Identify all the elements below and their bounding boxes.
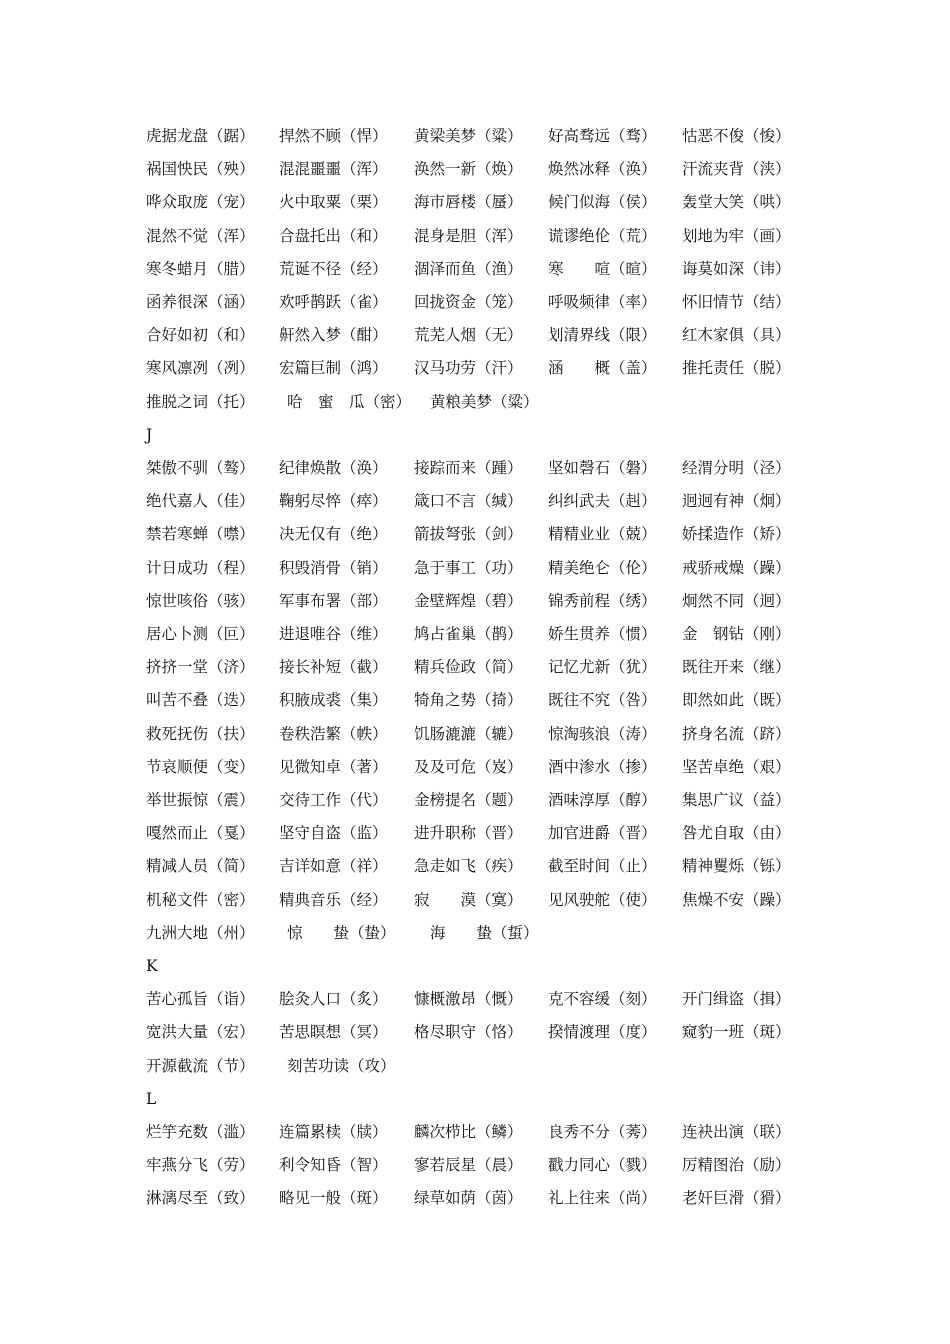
word-entry: 坚守自盗（监） bbox=[279, 824, 388, 843]
word-entry: 宽洪大量（宏） bbox=[146, 1023, 255, 1042]
word-row bbox=[146, 120, 910, 153]
word-entry: 纪律焕散（涣） bbox=[279, 459, 388, 477]
word-entry: 酒中渗水（掺） bbox=[548, 757, 657, 776]
word-entry: 汗流夹背（浃） bbox=[682, 160, 791, 179]
word-row bbox=[146, 452, 910, 485]
word-row bbox=[146, 518, 910, 551]
word-entry: 精典音乐（经） bbox=[279, 890, 388, 909]
section-letter: K bbox=[146, 957, 158, 975]
word-entry: 吉详如意（祥） bbox=[279, 857, 388, 876]
word-entry: 烂竽充数（滥） bbox=[146, 1123, 255, 1141]
word-row bbox=[146, 286, 910, 319]
word-row bbox=[146, 153, 910, 186]
word-row bbox=[146, 983, 910, 1016]
word-entry: 寒风凛冽（冽） bbox=[146, 359, 255, 378]
word-entry: 好高骛远（骛） bbox=[548, 127, 657, 145]
word-entry: 候门似海（侯） bbox=[548, 193, 657, 212]
word-entry: 诲莫如深（讳） bbox=[682, 259, 791, 278]
word-entry: 哗众取庞（宠） bbox=[146, 193, 255, 212]
word-row bbox=[146, 684, 910, 717]
word-entry: 焦燥不安（躁） bbox=[682, 890, 791, 909]
word-entry: 交待工作（代） bbox=[279, 791, 388, 809]
word-entry: 捍然不顾（悍） bbox=[279, 127, 388, 145]
word-entry: 开源截流（节） bbox=[146, 1056, 255, 1075]
word-entry: 轰堂大笑（哄） bbox=[682, 193, 791, 212]
word-entry: 金 钢钻（刚） bbox=[682, 625, 791, 643]
word-entry: 见微知卓（著） bbox=[279, 757, 388, 776]
word-entry: 箴口不言（缄） bbox=[414, 492, 523, 511]
word-entry: 脍灸人口（炙） bbox=[279, 990, 388, 1009]
word-entry: 利令知昏（智） bbox=[279, 1156, 388, 1175]
word-entry: 精美绝仑（伦） bbox=[548, 558, 657, 577]
word-entry: 克不容缓（刻） bbox=[548, 990, 657, 1009]
word-entry: 绿草如荫（茵） bbox=[414, 1189, 523, 1208]
word-entry: 鸠占雀巢（鹊） bbox=[414, 625, 523, 643]
word-entry: 戒骄戒燥（躁） bbox=[682, 558, 791, 577]
word-entry: 精精业业（兢） bbox=[548, 525, 657, 544]
word-row bbox=[146, 319, 910, 352]
word-entry: 哈 蜜 瓜（密） bbox=[287, 392, 412, 411]
word-entry: 经渭分明（泾） bbox=[682, 459, 791, 477]
word-entry: 汉马功劳（汗） bbox=[414, 359, 523, 378]
word-entry: 寒冬蜡月（腊） bbox=[146, 259, 255, 278]
word-entry: 计日成功（程） bbox=[146, 558, 255, 577]
word-entry: 牢燕分飞（劳） bbox=[146, 1156, 255, 1175]
word-entry: 举世振惊（震） bbox=[146, 791, 255, 809]
word-entry: 窥豹一班（斑） bbox=[682, 1023, 791, 1042]
word-entry: 推托责任（脱） bbox=[682, 359, 791, 378]
word-row bbox=[146, 718, 910, 751]
word-entry: 急走如飞（疾） bbox=[414, 857, 523, 876]
word-row bbox=[146, 884, 910, 917]
word-entry: 饥肠漉漉（辘） bbox=[414, 724, 523, 743]
word-entry: 桀傲不驯（骜） bbox=[146, 459, 255, 477]
word-entry: 麟次栉比（鳞） bbox=[414, 1123, 523, 1141]
word-entry: 黄梁美梦（粱） bbox=[414, 127, 523, 145]
word-entry: 接长补短（截） bbox=[279, 658, 388, 677]
word-entry: 坚如磬石（磐） bbox=[548, 459, 657, 477]
word-entry: 精兵俭政（简） bbox=[414, 658, 523, 677]
word-entry: 寂 漠（寞） bbox=[414, 890, 523, 909]
word-entry: 挤挤一堂（济） bbox=[146, 658, 255, 677]
word-entry: 焕然冰释（涣） bbox=[548, 160, 657, 179]
word-entry: 宏篇巨制（鸿） bbox=[279, 359, 388, 378]
word-entry: 合盘托出（和） bbox=[279, 226, 388, 245]
word-row bbox=[146, 1182, 910, 1215]
word-entry: 娇生贯养（惯） bbox=[548, 625, 657, 643]
word-entry: 礼上往来（尚） bbox=[548, 1189, 657, 1208]
word-entry: 谎谬绝伦（荒） bbox=[548, 226, 657, 245]
word-entry: 金榜提名（题） bbox=[414, 791, 523, 809]
word-entry: 嘎然而止（戛） bbox=[146, 824, 255, 843]
word-row bbox=[146, 1116, 910, 1149]
word-entry: 涵 概（盖） bbox=[548, 359, 657, 378]
word-entry: 划地为牢（画） bbox=[682, 226, 791, 245]
word-entry: 慷概激昂（慨） bbox=[414, 990, 523, 1009]
word-entry: 戳力同心（戮） bbox=[548, 1156, 657, 1175]
word-entry: 精神矍烁（铄） bbox=[682, 857, 791, 876]
word-entry: 积毁消骨（销） bbox=[279, 558, 388, 577]
word-entry: 黄粮美梦（粱） bbox=[430, 392, 539, 411]
word-entry: 红木家俱（具） bbox=[682, 326, 791, 345]
word-entry: 混混噩噩（浑） bbox=[279, 160, 388, 179]
word-entry: 金壁辉煌（碧） bbox=[414, 591, 523, 610]
word-row bbox=[146, 751, 910, 784]
word-entry: 寒 喧（暄） bbox=[548, 259, 657, 278]
word-entry: 救死抚伤（扶） bbox=[146, 724, 255, 743]
word-entry: 开门缉盗（揖） bbox=[682, 990, 791, 1009]
word-entry: 既往不究（咎） bbox=[548, 691, 657, 710]
word-entry: 刻苦功读（攻） bbox=[287, 1056, 396, 1075]
word-entry: 进退唯谷（维） bbox=[279, 625, 388, 643]
word-entry: 火中取粟（栗） bbox=[279, 193, 388, 212]
word-entry: 涸泽而鱼（渔） bbox=[414, 259, 523, 278]
word-row bbox=[146, 618, 910, 651]
word-entry: 截至时间（止） bbox=[548, 857, 657, 876]
word-row bbox=[146, 917, 910, 950]
word-entry: 军事布署（部） bbox=[279, 591, 388, 610]
word-entry: 娇揉造作（矫） bbox=[682, 525, 791, 544]
word-entry: 惊世咳俗（骇） bbox=[146, 591, 255, 610]
word-row bbox=[146, 1050, 910, 1083]
word-entry: 良秀不分（莠） bbox=[548, 1123, 657, 1141]
word-entry: 既往开来（继） bbox=[682, 658, 791, 677]
word-entry: 机秘文件（密） bbox=[146, 890, 255, 909]
word-row bbox=[146, 552, 910, 585]
word-entry: 加官进爵（晋） bbox=[548, 824, 657, 843]
word-entry: 纠纠武夫（赳） bbox=[548, 492, 657, 511]
word-entry: 苦思瞑想（冥） bbox=[279, 1023, 388, 1042]
word-entry: 居心卜测（叵） bbox=[146, 625, 255, 643]
word-entry: 混身是胆（浑） bbox=[414, 226, 523, 245]
word-row bbox=[146, 651, 910, 684]
word-entry: 卷秩浩繁（帙） bbox=[279, 724, 388, 743]
word-row bbox=[146, 784, 910, 817]
word-entry: 厉精图治（励） bbox=[682, 1156, 791, 1175]
word-entry: 锦秀前程（绣） bbox=[548, 591, 657, 610]
word-entry: 集思广议（益） bbox=[682, 791, 791, 809]
word-entry: 荒芜人烟（无） bbox=[414, 326, 523, 345]
word-entry: 九洲大地（州） bbox=[146, 923, 255, 942]
word-row bbox=[146, 352, 910, 385]
word-entry: 淋漓尽至（致） bbox=[146, 1189, 255, 1208]
word-entry: 绝代嘉人（佳） bbox=[146, 492, 255, 511]
word-entry: 积腋成裘（集） bbox=[279, 691, 388, 710]
word-entry: 寥若辰星（晨） bbox=[414, 1156, 523, 1175]
word-row bbox=[146, 253, 910, 286]
word-entry: 即然如此（既） bbox=[682, 691, 791, 710]
word-entry: 酒味淳厚（醇） bbox=[548, 791, 657, 809]
word-entry: 揆情渡理（度） bbox=[548, 1023, 657, 1042]
word-entry: 函养很深（涵） bbox=[146, 293, 255, 311]
word-row bbox=[146, 1149, 910, 1182]
word-entry: 炯然不同（迥） bbox=[682, 591, 791, 610]
word-entry: 荒诞不径（经） bbox=[279, 259, 388, 278]
word-entry: 决无仅有（绝） bbox=[279, 525, 388, 544]
word-entry: 接踪而来（踵） bbox=[414, 459, 523, 477]
word-entry: 海市唇楼（蜃） bbox=[414, 193, 523, 212]
word-entry: 箭拔弩张（剑） bbox=[414, 525, 523, 544]
word-entry: 欢呼鹊跃（雀） bbox=[279, 293, 388, 311]
word-entry: 进升职称（晋） bbox=[414, 824, 523, 843]
word-entry: 犄角之势（掎） bbox=[414, 691, 523, 710]
word-entry: 推脱之词（托） bbox=[146, 392, 255, 411]
word-entry: 略见一般（斑） bbox=[279, 1189, 388, 1208]
word-entry: 怙恶不俊（悛） bbox=[682, 127, 791, 145]
word-row bbox=[146, 186, 910, 219]
word-entry: 鼾然入梦（酣） bbox=[279, 326, 388, 345]
word-entry: 划清界线（限） bbox=[548, 326, 657, 345]
word-entry: 节哀顺便（变） bbox=[146, 757, 255, 776]
word-entry: 见风驶舵（使） bbox=[548, 890, 657, 909]
word-entry: 记忆尤新（犹） bbox=[548, 658, 657, 677]
word-entry: 回拢资金（笼） bbox=[414, 293, 523, 311]
word-row bbox=[146, 485, 910, 518]
word-entry: 涣然一新（焕） bbox=[414, 160, 523, 179]
word-entry: 咎尤自取（由） bbox=[682, 824, 791, 843]
word-entry: 苦心孤旨（诣） bbox=[146, 990, 255, 1009]
word-entry: 连篇累椟（牍） bbox=[279, 1123, 388, 1141]
word-entry: 及及可危（岌） bbox=[414, 757, 523, 776]
word-row bbox=[146, 817, 910, 850]
word-entry: 惊 蛰（蛰） bbox=[287, 923, 396, 942]
word-entry: 虎据龙盘（踞） bbox=[146, 127, 255, 145]
word-entry: 叫苦不叠（迭） bbox=[146, 691, 255, 710]
word-entry: 迥迥有神（炯） bbox=[682, 492, 791, 511]
word-entry: 合好如初（和） bbox=[146, 326, 255, 345]
word-entry: 惊淘骇浪（涛） bbox=[548, 724, 657, 743]
section-letter: J bbox=[146, 425, 153, 444]
word-entry: 禁若寒蝉（噤） bbox=[146, 525, 255, 544]
word-row bbox=[146, 1016, 910, 1049]
word-entry: 急于事工（功） bbox=[414, 558, 523, 577]
word-row bbox=[146, 220, 910, 253]
word-entry: 挤身名流（跻） bbox=[682, 724, 791, 743]
word-entry: 混然不觉（浑） bbox=[146, 226, 255, 245]
word-entry: 格尽职守（恪） bbox=[414, 1023, 523, 1042]
word-entry: 祸国怏民（殃） bbox=[146, 160, 255, 179]
word-row bbox=[146, 850, 910, 883]
word-entry: 坚苦卓绝（艰） bbox=[682, 757, 791, 776]
word-entry: 海 蛰（蜇） bbox=[430, 923, 539, 942]
word-entry: 呼吸频律（率） bbox=[548, 293, 657, 311]
section-letter: L bbox=[146, 1089, 157, 1108]
word-entry: 精减人员（简） bbox=[146, 857, 255, 876]
word-entry: 连袂出演（联） bbox=[682, 1123, 791, 1141]
word-entry: 老奸巨滑（猾） bbox=[682, 1189, 791, 1208]
word-entry: 鞠躬尽悴（瘁） bbox=[279, 492, 388, 511]
word-row bbox=[146, 585, 910, 618]
word-entry: 怀旧情节（结） bbox=[682, 293, 791, 311]
word-row bbox=[146, 386, 910, 419]
